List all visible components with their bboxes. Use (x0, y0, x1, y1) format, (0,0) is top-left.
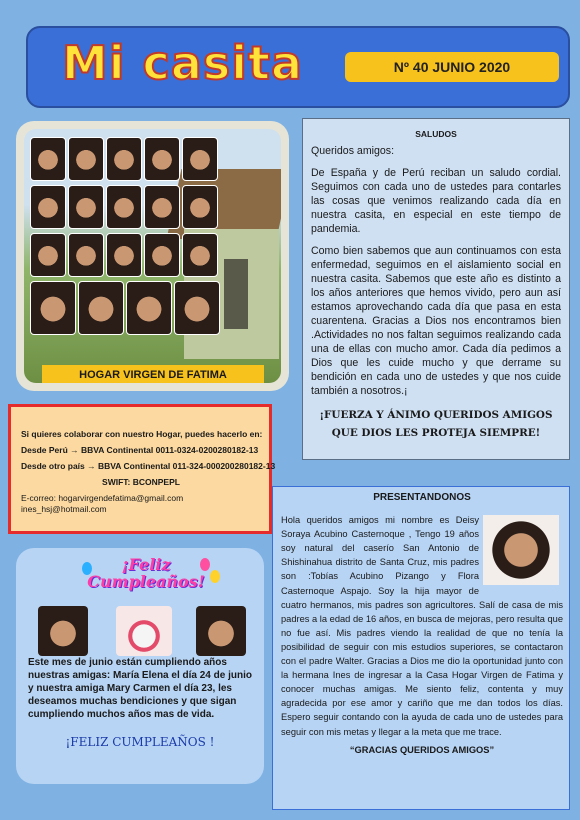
account-peru: Desde Perú → BBVA Continental 0011-0324-0200280182-13 (21, 445, 259, 455)
portrait (126, 281, 172, 335)
portrait (106, 233, 142, 277)
group-photo (24, 129, 281, 383)
newsletter-header (26, 26, 570, 108)
portrait (182, 137, 218, 181)
issue-badge: Nº 40 JUNIO 2020 (345, 52, 559, 82)
portrait (106, 185, 142, 229)
portrait (30, 137, 66, 181)
photo-caption: HOGAR VIRGEN DE FATIMA (42, 365, 264, 383)
introduction-section (272, 486, 570, 810)
house-door-graphic (224, 259, 248, 329)
portrait (30, 281, 76, 335)
portrait (68, 185, 104, 229)
balloon-icon (210, 570, 220, 583)
portrait (68, 137, 104, 181)
birthday-photo-mary-carmen (196, 606, 246, 656)
birthday-cake-photo (116, 606, 172, 656)
portrait (144, 233, 180, 277)
portrait (30, 233, 66, 277)
birthday-section (16, 548, 264, 784)
donation-intro: Si quieres colaborar con nuestro Hogar, puedes hacerlo en: (21, 429, 263, 439)
greetings-paragraph: De España y de Perú reciban un saludo cordial. Seguimos con cada uno de ustedes para contarles las cosas que venimos realizando cada día en nuestra casita, en especial en este tiempo de pandemia. (311, 167, 561, 235)
group-photo-frame (16, 121, 289, 391)
introduction-body: Hola queridos amigos mi nombre es Deisy Soraya Acubino Casternoque , Tengo 19 años soy natural del caserío San Antonio de Shishinahua distrito de Santa Cruz, mis padres son :Tobías Acubino Pizango y Flora Casternoque Aspajo. Soy la hija mayor de cuatro hermanos, mis padres son agricultores. Salí de casa de mis padres a la edad de 16 años, en busca de mejoras, pero resulta que no fue así. Mis padres viendo la realidad de que no tenía la posibilidad de seguir con mis estudios superiores, se contactaron con el padre Walter. Gracias a Dios me dio la oportunidad junto con la hermana Ines de ingresar a la Casa Hogar Virgen de Fatima y conocer muchas amigas. Me siento feliz, contenta y muy agradecida por ese amor y cariño que me dan todos los días. Espero seguir contando con la ayuda de cada uno de ustedes para seguir con mis metas y llegar a la meta que me trace. (281, 515, 563, 737)
birthday-wish: ¡FELIZ CUMPLEAÑOS ! (65, 735, 215, 749)
portrait (144, 185, 180, 229)
portrait (182, 185, 218, 229)
portrait (182, 233, 218, 277)
portrait (30, 185, 66, 229)
introduction-portrait (483, 515, 559, 585)
portrait (144, 137, 180, 181)
newsletter-title: Mi casita (62, 36, 304, 90)
greetings-section (302, 118, 570, 460)
portrait (68, 233, 104, 277)
birthday-photo-maria-elena (38, 606, 88, 656)
greetings-title: SALUDOS (415, 129, 457, 139)
birthday-banner: ¡Feliz Cumpleaños! (87, 555, 205, 591)
email-address: E-correo: hogarvirgendefatima@gmail.com (21, 493, 184, 503)
email-address-2: ines_hsj@hotmail.com (21, 504, 107, 514)
greetings-salutation: Queridos amigos: (311, 145, 395, 157)
birthday-message: Este mes de junio están cumpliendo años nuestras amigas: María Elena el día 24 de junio y nuestra amiga Mary Carmen el día 23, les deseamos muchas bendiciones y que sigan cumpliendo muchos años mas de vida. (28, 657, 252, 720)
donation-box (8, 404, 276, 534)
swift-code: SWIFT: BCONPEPL (102, 477, 180, 487)
portrait (78, 281, 124, 335)
account-abroad: Desde otro país → BBVA Continental 011-324-000200280182-13 (21, 461, 276, 471)
portrait (106, 137, 142, 181)
introduction-title: PRESENTANDONOS (373, 492, 471, 503)
portrait (174, 281, 220, 335)
greetings-closing: ¡FUERZA Y ÁNIMO QUERIDOS AMIGOS QUE DIOS LES PROTEJA SIEMPRE! (319, 409, 553, 439)
greetings-paragraph: Como bien sabemos que aun continuamos con esta enfermedad, seguimos en el aislamiento social en nuestra casita. Sabemos que este año es distinto a los años anteriores que hemos vivido, pero aun así estamos aprovechando cada día que pasa en esta cuarentena. Gracias a Dios nos encontramos bien .Actividades no nos faltan seguimos realizando cada una de ellas con mucho amor. Cada día pedimos a Dios que les cuide mucho y que derrame su bendición en cada uno de ustedes y que nos cuide también a nosotros.¡ (311, 245, 561, 397)
introduction-thanks: “GRACIAS QUERIDOS AMIGOS” (349, 744, 495, 755)
